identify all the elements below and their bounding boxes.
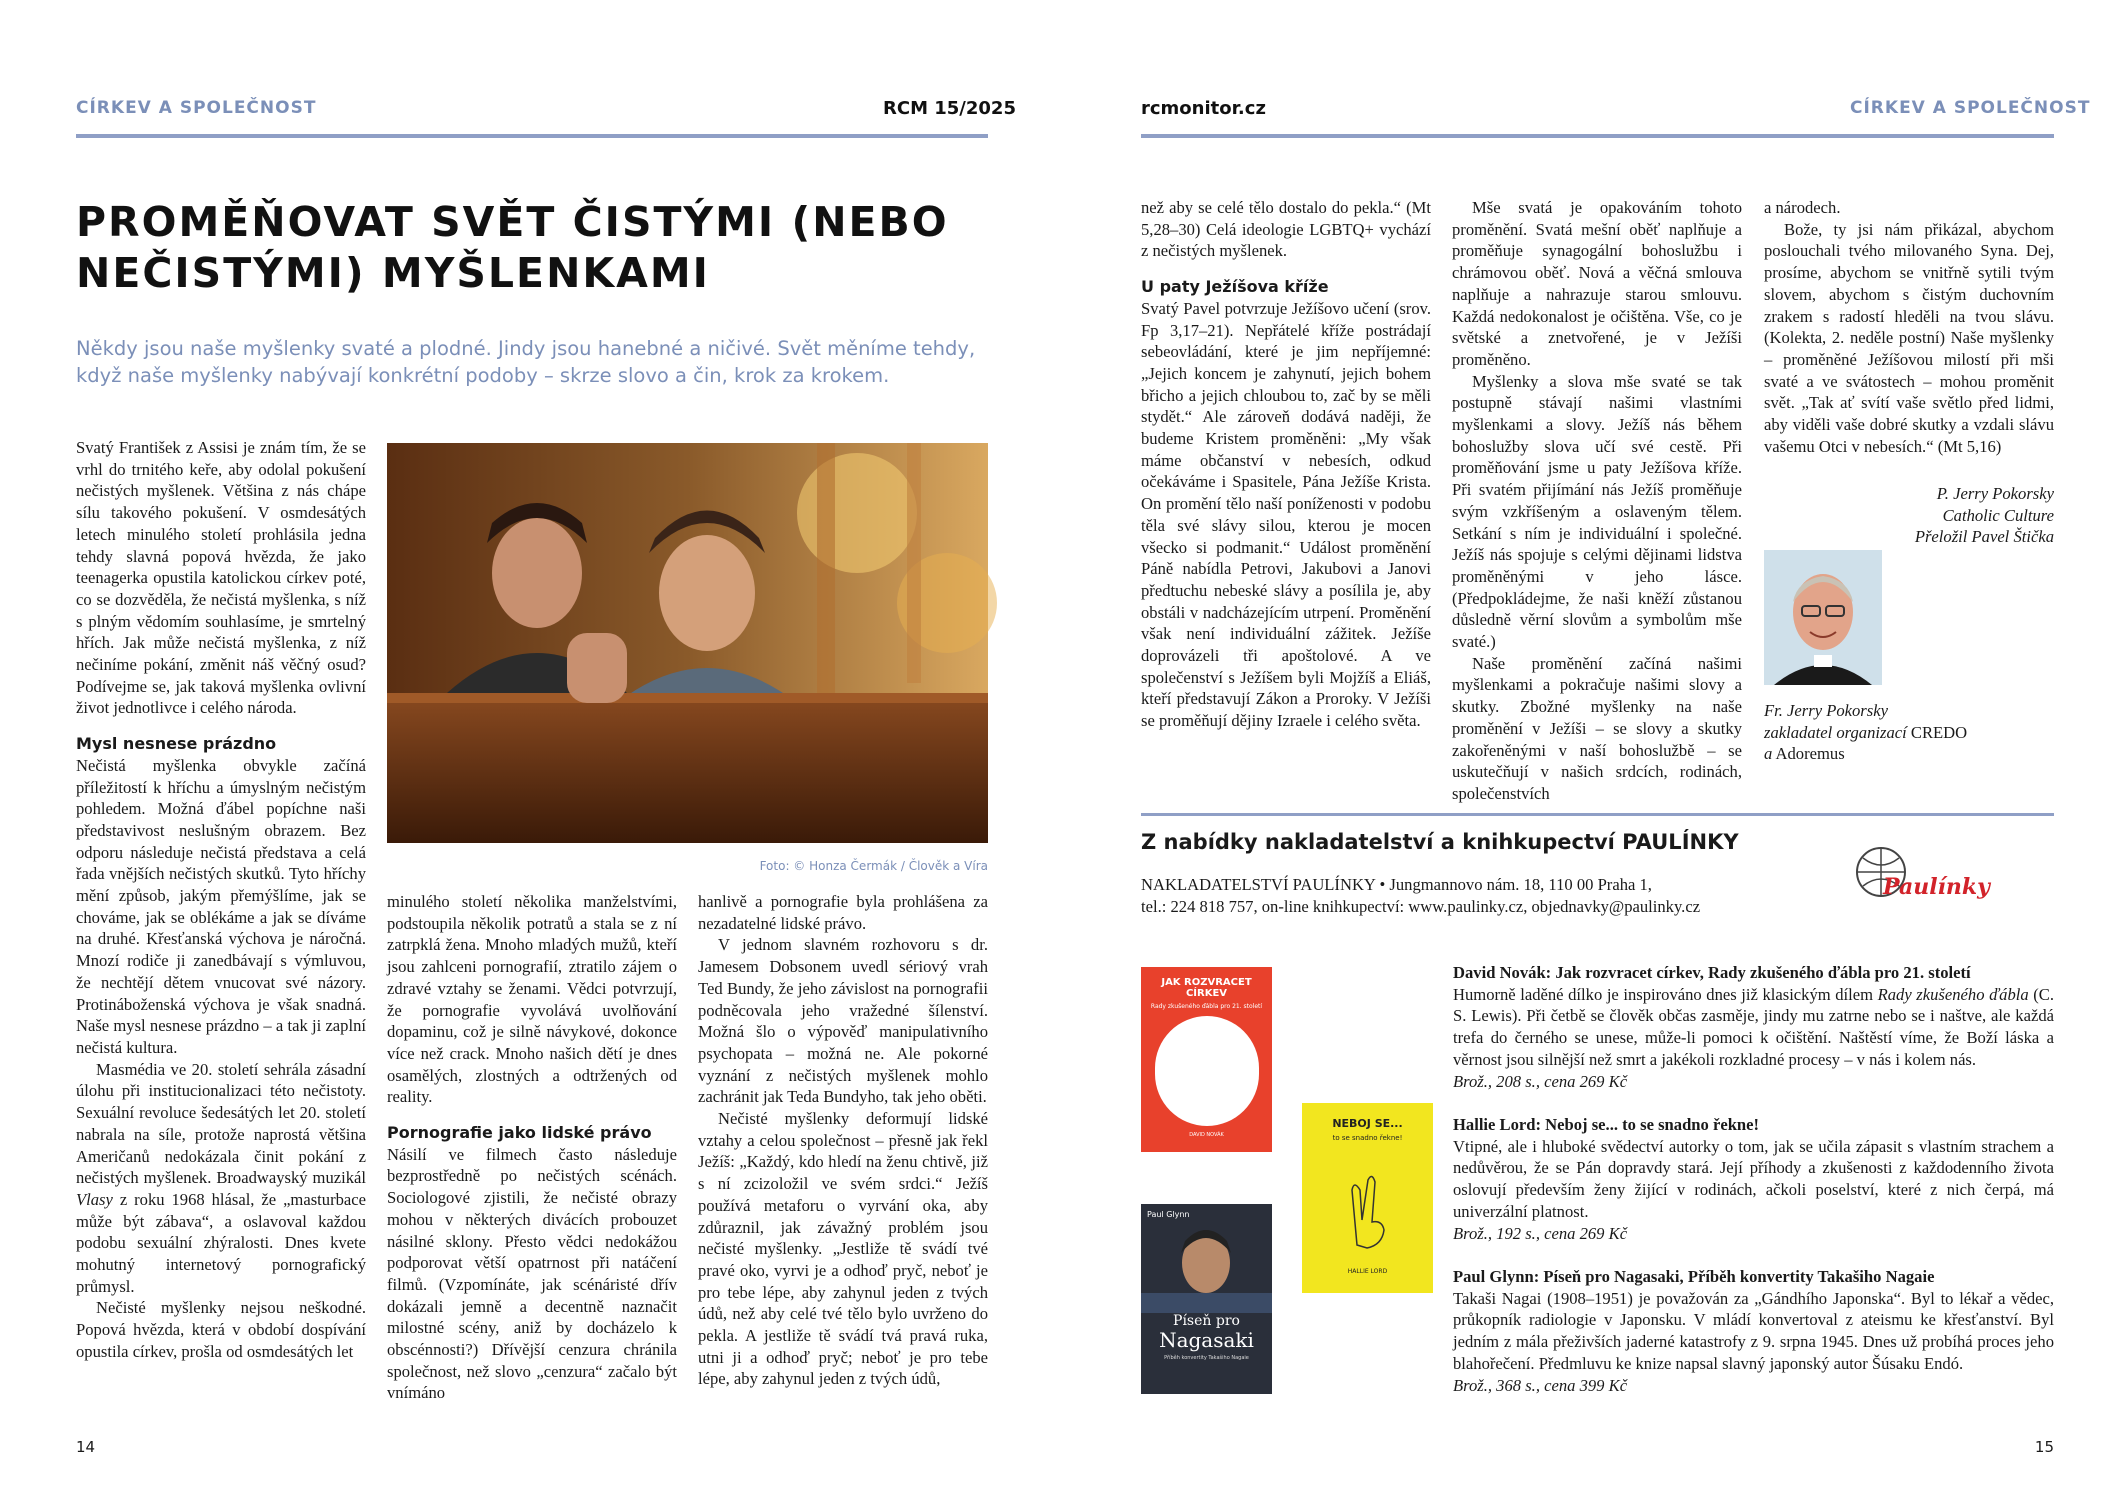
svg-text:Paulínky: Paulínky <box>1883 874 1990 900</box>
article-column-3: hanlivě a pornografie byla prohlášena za nezadatelné lidské právo. V jednom slavném rozhovoru s dr. Jamesem Dobsonem uvedl sériový vrah Ted Bundy, že jeho závislost na pornografii podněcovala jeho vražedné šílenství. Možná šlo o výpověď manipulativního psychopata – možná ne. Ale pokorné vyznání z nečistých myšlenek mohlo zachránit jak Teda Bundyho, tak jeho oběti. Nečisté myšlenky deformují lidské vztahy a celou společnost – přesně jak řekl Ježíš: „Každý, kdo hledí na ženu chtivě, již s ní zcizoložil ve svém srdci.“ Ježíš používá metaforu o vyrvání oka, aby zdůraznil, jak závažný problém jsou nečisté myšlenky. „Jestliže tě svádí tvé pravé oko, vyrvi je a odhoď pryč, neboť je pro tebe lépe, aby zahynul jeden z tvých údů, než aby celé tvé tělo bylo uvrženo do pekla. A jestliže tě svádí tvá pravá ruka, utni ji a odhoď pryč; neboť je pro tebe lépe, aby zahynul jeden z tvých údů, <box>698 892 988 1389</box>
book-entry-1: David Novák: Jak rozvracet církev, Rady zkušeného ďábla pro 21. století Humorně laděné dílko je inspirováno dnes již klasickým dílem Rady zkušeného ďábla (C. S. Lewis). Při četbě se člověk občas zasměje, jindy mu zatrne nebo se i naštve, ale každá trefa do černého se unese, může-li pomoci k očištění. Naštěstí víme, že Boží láska a věrnost jsou silnější než smrt a jakékoli rozkladné procesy – v nás i kolem nás. Brož., 208 s., cena 269 Kč <box>1453 963 2055 1091</box>
portrait-caption: Fr. Jerry Pokorsky zakladatel organizací CREDO a Adoremus <box>1764 701 1968 764</box>
book-cover-pisen-pro-nagasaki: Paul Glynn Píseň pro Nagasaki Příběh konvertity Takašiho Nagaie <box>1141 1204 1272 1394</box>
section-label-right: CÍRKEV A SPOLEČNOST <box>1850 98 2091 118</box>
author-signature: P. Jerry Pokorsky Catholic Culture Přeložil Pavel Štička <box>1914 484 2054 547</box>
article-column-2: minulého století několika manželstvími, podstoupila několik potratů a stala se z ní zatrpklá žena. Mnoho mladých mužů, kteří jsou zahlceni pornografií, ztratilo zájem o zdravé vztahy se ženami. Vědci potvrzují, že pornografie vyvolává uvolňování dopaminu, což je silně návykové, dokonce více než crack. Mnoho našich dětí je dnes osamělých, zlostných a odtržených od reality. Pornografie jako lidské právo Násilí ve filmech často následuje bezprostředně po nečistých scénách. Sociologové zjistili, že nečisté obrazy mohou v některých divácích probouzet násilné sklony. Přesto vědci nedokážou podporovat větší opatrnost při natáčení filmů. (Vzpomínáte, jak scénáristé dřív dokázali jemně a decentně naznačit milostné scény, aniž by docházelo k obscénnosti?) Dřívější cenzura chránila společnost, než slovo „cenzura“ začalo být vnímáno <box>387 892 677 1403</box>
header-rule-left <box>76 134 988 138</box>
book-cover-jak-rozvracet: JAK ROZVRACET CÍRKEV Rady zkušeného ďábla pro 21. století DAVID NOVÁK <box>1141 967 1272 1152</box>
article-column-5: Mše svatá je opakováním tohoto proměnění. Svatá mešní oběť naplňuje a proměňuje synagogální bohoslužbu i chrámovou oběť. Nová a věčná smlouva naplňuje a nahrazuje starou smlouvu. Každá nedokonalost je očištěna. Vše, co je světské a znetvořené, je v Ježíši proměněno. Myšlenky a slova mše svaté se tak postupně stávají našimi vlastními myšlenkami a slovy. Ježíš nás během bohoslužby slova učí své cestě. Při proměňování jsme u paty Ježíšova kříže. Při svatém přijímání nás Ježíš proměňuje svým vzkříšeným a oslaveným tělem. Setkání s ním je individuální i společné. Ježíš nás spojuje s celými dějinami lidstva proměněnými v jeho lásce. (Předpokládejme, že naši kněží zůstanou důsledně věrní slovům a symbolům mše svaté.) Naše proměnění začíná našimi myšlenkami a pokračuje našimi slovy a skutky. Zbožné myšlenky na naše proměnění v Ježíši – se slovy a skutky zakořeněnými v naší bohoslužbě – se uskutečňují v našich srdcích, rodinách, společenstvích <box>1452 198 1742 803</box>
section-label-left: CÍRKEV A SPOLEČNOST <box>76 98 317 118</box>
publisher-address: NAKLADATELSTVÍ PAULÍNKY • Jungmannovo nám. 18, 110 00 Praha 1, tel.: 224 818 757, on-line knihkupectví: www.paulinky.cz, objednavky@paulinky.cz <box>1141 875 1701 916</box>
book-entry-2: Hallie Lord: Neboj se... to se snadno řekne! Vtipné, ale i hluboké svědectví autorky o tom, jak se učila zápasit s vlastním strachem a nedůvěrou, že se Pán dopravdy stará. Její příhody a zkušenosti z každodenního života oslovují především ženy žijící v rodinách, ačkoli poselství, které z nich čerpá, má univerzální platnost. Brož., 192 s., cena 269 Kč <box>1453 1115 2054 1243</box>
article-column-1: Svatý František z Assisi je znám tím, že se vrhl do trnitého keře, aby odolal pokušení nečistých myšlenek. Většina z nás chápe sílu takového pokušení. V osmdesátých letech minulého století prohlásila jedna tehdy slavná popová hvězda, že jako teenagerka opustila katolickou církev poté, co se dozvěděla, že nečistá myšlenka, s níž s plným vědomím souhlasíme, je smrtelný hřích. Jak může nečistá myšlenka, z níž nečiníme pokání, změnit náš věčný osud? Podívejme se, jak taková myšlenka ovlivní život jednotlivce i celého národa. Mysl nesnese prázdno Nečistá myšlenka obvykle začíná příležitostí k hříchu a úmyslným nečistým pohledem. Možná ďábel popíchne naši představivost neslušným obrazem. Bez odporu následuje nečistá představa a celá řada vnějších nečistých skutků. Tyto hříchy mění způsob, jakým přemýšlíme, jak se chováme, jak se oblékáme a jak se díváme na druhé. Křesťanská výchova je náročná. Mnozí rodiče ji zanedbávají s výmluvou, že nechtějí dětem vnucovat své názory. Protináboženská výchova je však snadná. Naše mysl nesnese prázdno – a tak ji zaplní nečistá kultura. Masmédia ve 20. století sehrála zásadní úlohu při institucionalizaci této nečistoty. Sexuální revoluce šedesátých let 20. století nabrala na síle, protože naprostá většina Američanů nedokázala činit pokání z nečistých myšlenek. Broadwayský muzikál Vlasy z roku 1968 hlásal, že „masturbace může být zábava“, a oslavoval každou podobu sexuální zhýralosti. Dnes kvete mohutný internetový pornografický průmysl. Nečisté myšlenky nejsou neškodné. Popová hvězda, která v období dospívání opustila církev, prošla od osmdesátých let <box>76 438 366 1361</box>
book-cover-neboj-se: NEBOJ SE... to se snadno řekne! HALLIE LORD <box>1302 1103 1433 1293</box>
article-column-6: a národech. Bože, ty jsi nám přikázal, abychom poslouchali tvého milovaného Syna. Dej, prosíme, abychom se vnitřně sytili tvým slovem, abychom s čistým duchovním zrakem s radostí hleděli na tvou slávu. (Kolekta, 2. neděle postní) Naše myšlenky – proměněné Ježíšovou milostí při mši svaté a ve svátostech – mohou proměnit svět. „Tak ať svítí vaše světlo před lidmi, aby viděli vaše dobré skutky a vzdali slávu vašemu Otci v nebesích.“ (Mt 5,16) <box>1764 198 2054 456</box>
page-number-right: 15 <box>2034 1438 2054 1456</box>
subheading-pornografie: Pornografie jako lidské právo <box>387 1123 652 1143</box>
site-label: rcmonitor.cz <box>1141 98 1266 119</box>
photo-caption: Foto: © Honza Čermák / Člověk a Víra <box>759 859 988 873</box>
article-lead: Někdy jsou naše myšlenky svaté a plodné. Jindy jsou hanebné a ničivé. Svět měníme tehdy, když naše myšlenky nabývají konkrétní podoby – skrze slovo a čin, krok za krokem. <box>76 337 976 387</box>
paulinky-logo <box>1843 842 1990 912</box>
subheading-u-paty: U paty Ježíšova kříže <box>1141 277 1329 297</box>
author-portrait <box>1764 550 1882 685</box>
article-title: PROMĚŇOVAT SVĚT ČISTÝMI (NEBO NEČISTÝMI) MYŠLENKAMI <box>76 198 949 297</box>
article-photo <box>387 443 988 843</box>
subheading-mysl: Mysl nesnese prázdno <box>76 734 277 754</box>
header-rule-right <box>1141 134 2054 138</box>
page-number-left: 14 <box>76 1438 96 1456</box>
publisher-heading: Z nabídky nakladatelství a knihkupectví PAULÍNKY <box>1141 830 1739 854</box>
publisher-rule <box>1141 813 2054 816</box>
article-column-4: než aby se celé tělo dostalo do pekla.“ (Mt 5,28–30) Celá ideologie LGBTQ+ vychází z nečistých myšlenek. U paty Ježíšova kříže Svatý Pavel potvrzuje Ježíšovo učení (srov. Fp 3,17–21). Nepřátelé kříže postrádají sebeovládání, které je jim nepříjemné: „Jejich koncem je zahynutí, jejich bohem břicho a jejich chloubou to, zač by se měli stydět.“ Ale zároveň dodává naději, že budeme Kristem proměněni: „My však máme občanství v nebesích, odkud očekáváme i Spasitele, Pána Ježíše Krista. On promění tělo naší poníženosti v podobu těla své slávy silou, kterou je mocen všecko si podmanit.“ Událost proměnění Páně nabídla Petrovi, Jakubovi a Janovi předtuchu nebeské slávy a posílila je, aby obstáli v nadcházejícím utrpení. Proměnění však není individuální zážitek. Ježíše doprovázeli tři apoštolové. A ve společenství s Ježíšem byli Mojžíš a Eliáš, kteří představují Zákon a Proroky. V Ježíši se proměňují dějiny Izraele i celého světa. <box>1141 198 1431 731</box>
book-entry-3: Paul Glynn: Píseň pro Nagasaki, Příběh konvertity Takašiho Nagaie Takaši Nagai (1908–1951) je považován za „Gándhího Japonska“. Byl to lékař a vědec, průkopník radiologie v Japonsku. V mládí konvertoval z ateismu ke křesťanství. Byl jedním z mála přeživších jaderné katastrofy z 9. srpna 1945. Dnes už probíhá proces jeho blahořečení. Předmluvu ke knize napsal slavný japonský autor Šúsaku Endó. Brož., 368 s., cena 399 Kč <box>1453 1267 2054 1395</box>
issue-label: RCM 15/2025 <box>883 98 1016 119</box>
